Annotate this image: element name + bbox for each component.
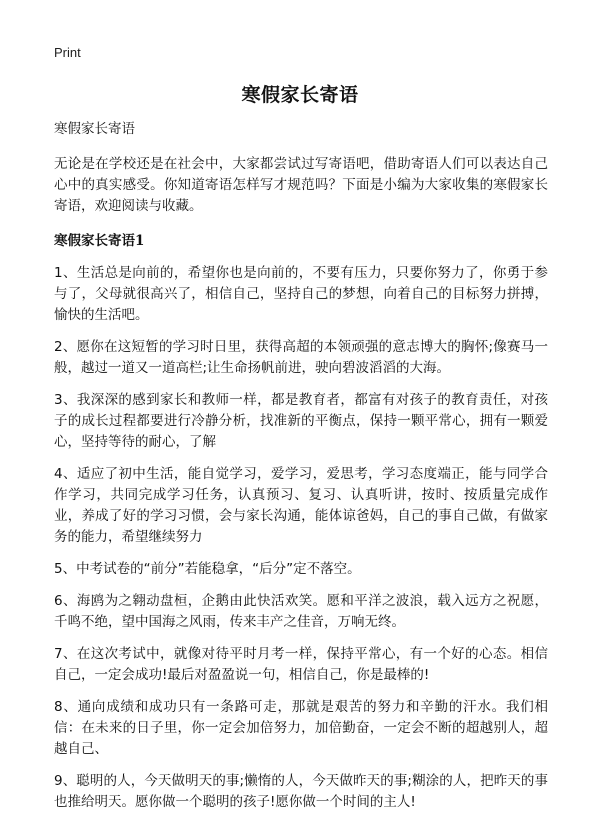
list-item: 4、适应了初中生活，能自觉学习，爱学习，爱思考，学习态度端正，能与同学合作学习，共同完成学习任务，认真预习、复习、认真听讲，按时、按质量完成作业，养成了好的学习习惯，会与家长沟通，能体谅爸妈，自己的事自己做，有做家务的能力，希望继续努力 [54, 466, 548, 545]
list-item: 2、愿你在这短暂的学习时日里，获得高超的本领顽强的意志博大的胸怀;像赛马一般，越过一道又一道高栏;让生命扬帆前进，驶向碧波滔滔的大海。 [54, 339, 548, 376]
intro-paragraph: 无论是在学校还是在社会中，大家都尝试过写寄语吧，借助寄语人们可以表达自己心中的真实感受。你知道寄语怎样写才规范吗？下面是小编为大家收集的寒假家长寄语，欢迎阅读与收藏。 [54, 156, 548, 214]
page-title: 寒假家长寄语 [241, 84, 359, 106]
list-item: 8、通向成绩和成功只有一条路可走，那就是艰苦的努力和辛勤的汗水。我们相信：在未来的日子里，你一定会加倍努力，加倍勤奋，一定会不断的超越别人，超越自己、 [54, 699, 548, 757]
section-heading: 寒假家长寄语1 [54, 233, 145, 249]
list-item: 7、在这次考试中，就像对待平时月考一样，保持平常心，有一个好的心态。相信自己，一定会成功!最后对盈盈说一句，相信自己，你是最棒的! [54, 646, 548, 683]
print-link[interactable]: Print [54, 45, 81, 60]
article-subtitle: 寒假家长寄语 [54, 121, 135, 137]
list-item: 6、海鸥为之翱动盘桓，企鹅由此快活欢笑。愿和平洋之波浪，载入远方之祝愿，千鸣不绝，望中国海之风雨，传来丰产之佳音，万响无终。 [54, 593, 548, 630]
list-item: 5、中考试卷的“前分”若能稳拿，“后分”定不落空。 [54, 561, 361, 577]
article-body [54, 118, 548, 824]
list-item: 9、聪明的人，今天做明天的事;懒惰的人，今天做昨天的事;糊涂的人，把昨天的事也推给明天。愿你做一个聪明的孩子!愿你做一个时间的主人! [54, 773, 548, 810]
list-item: 1、生活总是向前的，希望你也是向前的，不要有压力，只要你努力了，你勇于参与了，父母就很高兴了，相信自己，坚持自己的梦想，向着自己的目标努力拼搏，愉快的生活吧。 [54, 265, 548, 323]
list-item: 3、我深深的感到家长和教师一样，都是教育者，都富有对孩子的教育责任，对孩子的成长过程都要进行冷静分析，找准新的平衡点，保持一颗平常心，拥有一颗爱心，坚持等待的耐心，了解 [54, 392, 548, 450]
